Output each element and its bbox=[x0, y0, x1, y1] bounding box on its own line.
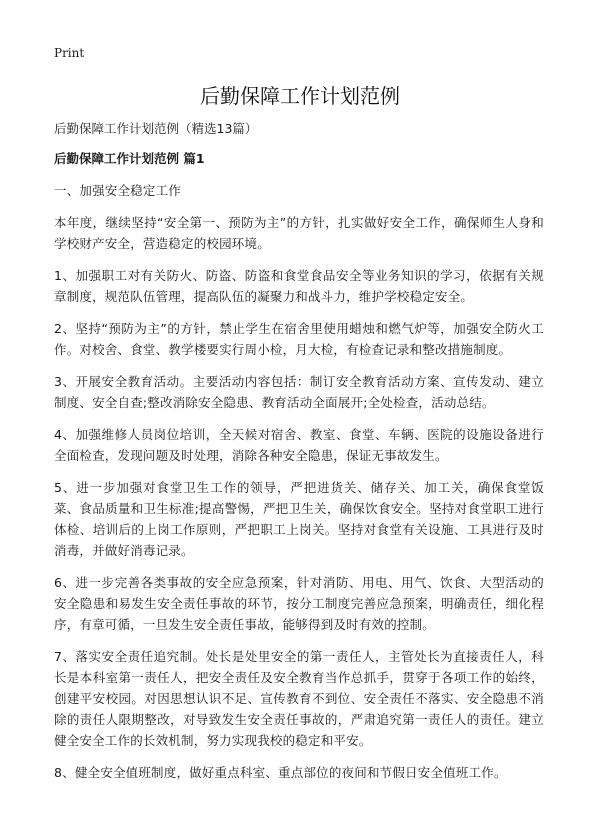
paragraph: 1、加强职工对有关防火、防盗、防盗和食堂食品安全等业务知识的学习，依据有关规章制度，规范队伍管理，提高队伍的凝聚力和战斗力，维护学校稳定安全。 bbox=[54, 268, 544, 304]
section-title: 后勤保障工作计划范例 篇1 bbox=[54, 151, 205, 166]
paragraph: 7、落实安全责任追究制。处长是处里安全的第一责任人，主管处长为直接责任人，科长是本科室第一责任人，把安全责任及安全教育当作总抓手，贯穿于各项工作的始终，创建平安校园。对因思想认识不足、宣传教育不到位、安全责任不落实、安全隐患不消除的责任人限期整改，对导致发生安全责任事故的，严肃追究第一责任人的责任。建立健全安全工作的长效机制，努力实现我校的稳定和平安。 bbox=[54, 649, 544, 748]
paragraph: 8、健全安全值班制度，做好重点科室、重点部位的夜间和节假日安全值班工作。 bbox=[54, 765, 507, 780]
document-subtitle: 后勤保障工作计划范例（精选13篇） bbox=[54, 121, 258, 136]
paragraph: 5、进一步加强对食堂卫生工作的领导，严把进货关、储存关、加工关，确保食堂饭菜、食品质量和卫生标准;提高警惕，严把卫生关，确保饮食安全。坚持对食堂职工进行体检、培训后的上岗工作原则，严把职工上岗关。坚持对食堂有关设施、工具进行及时消毒，并做好消毒记录。 bbox=[54, 480, 544, 558]
paragraph: 4、加强维修人员岗位培训，全天候对宿舍、教室、食堂、车辆、医院的设施设备进行全面检查，发现问题及时处理，消除各种安全隐患，保证无事故发生。 bbox=[54, 427, 544, 463]
paragraph: 6、进一步完善各类事故的安全应急预案，针对消防、用电、用气、饮食、大型活动的安全隐患和易发生安全责任事故的环节，按分工制度完善应急预案，明确责任，细化程序，有章可循，一旦发生安全责任事故，能够得到及时有效的控制。 bbox=[54, 575, 544, 632]
document-body bbox=[54, 120, 544, 794]
document-title: 后勤保障工作计划范例 bbox=[200, 84, 400, 108]
paragraph: 本年度，继续坚持“安全第一、预防为主”的方针，扎实做好安全工作，确保师生人身和学校财产安全，营造稳定的校园环境。 bbox=[54, 215, 544, 251]
paragraph: 3、开展安全教育活动。主要活动内容包括：制订安全教育活动方案、宣传发动、建立制度、安全自查;整改消除安全隐患、教育活动全面展开;全处检查，活动总结。 bbox=[54, 374, 544, 410]
paragraph: 一、加强安全稳定工作 bbox=[54, 183, 182, 198]
paragraph: 2、坚持“预防为主”的方针，禁止学生在宿舍里使用蜡烛和燃气炉等，加强安全防火工作。对校舍、食堂、教学楼要实行周小检，月大检，有检查记录和整改措施制度。 bbox=[54, 321, 544, 357]
print-label: Print bbox=[54, 46, 85, 60]
